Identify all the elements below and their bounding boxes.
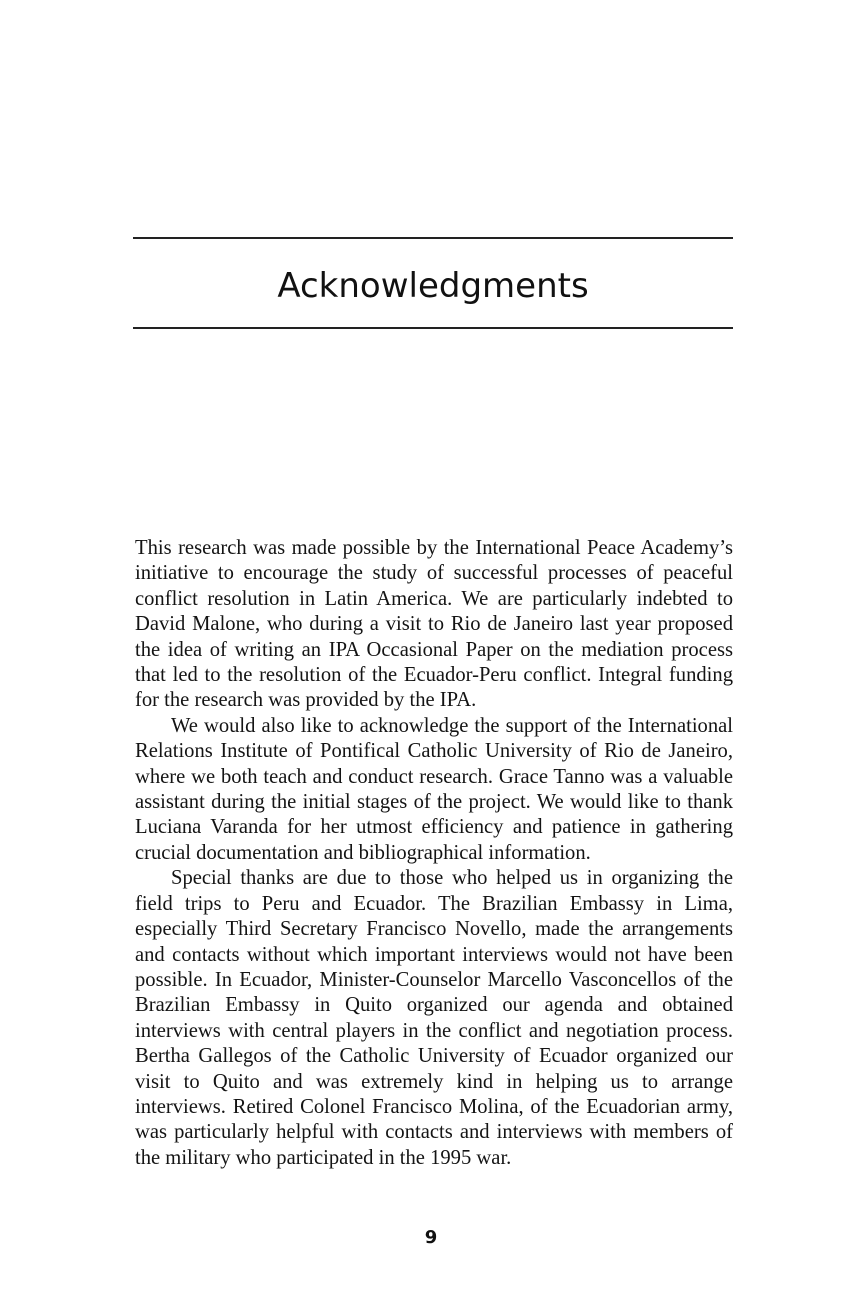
title-rule-top [133, 237, 733, 239]
paragraph-field-trips: Special thanks are due to those who helped us in organizing the field trips to Peru and Ecuador. The Brazilian Embassy in Lima, especially Third Secretary Francisco Novello, made the arrangements and contacts without which important interviews would not have been possible. In Ecuador, Minister-Counselor Marcello Vasconcellos of the Brazilian Embassy in Quito organized our agenda and obtained interviews with central players in the conflict and negotiation process. Bertha Gallegos of the Catholic University of Ecuador organized our visit to Quito and was extremely kind in helping us to arrange interviews. Retired Colonel Francisco Molina, of the Ecuadorian army, was particularly helpful with contacts and interviews with members of the military who participated in the 1995 war. [135, 867, 733, 1169]
chapter-title: Acknowledgments [277, 266, 589, 306]
page-number: 9 [424, 1227, 438, 1248]
paragraph-institute-support: We would also like to acknowledge the support of the International Relations Institute of Pontifical Catholic University of Rio de Janeiro, where we both teach and conduct research. Grace Tanno was a valuable assistant during the initial stages of the project. We would like to thank Luciana Varanda for her utmost efficiency and patience in gathering crucial documentation and bibliographical information. [135, 714, 733, 864]
title-rule-bottom [133, 327, 733, 329]
paragraph-research-funding: This research was made possible by the International Peace Academy’s initiative to encourage the study of successful processes of peaceful conflict resolution in Latin America. We are particularly indebted to David Malone, who during a visit to Rio de Janeiro last year proposed the idea of writing an IPA Occasional Paper on the mediation process that led to the resolution of the Ecuador-Peru conflict. Integral funding for the research was provided by the IPA. [135, 537, 733, 712]
body-text [135, 536, 733, 1171]
